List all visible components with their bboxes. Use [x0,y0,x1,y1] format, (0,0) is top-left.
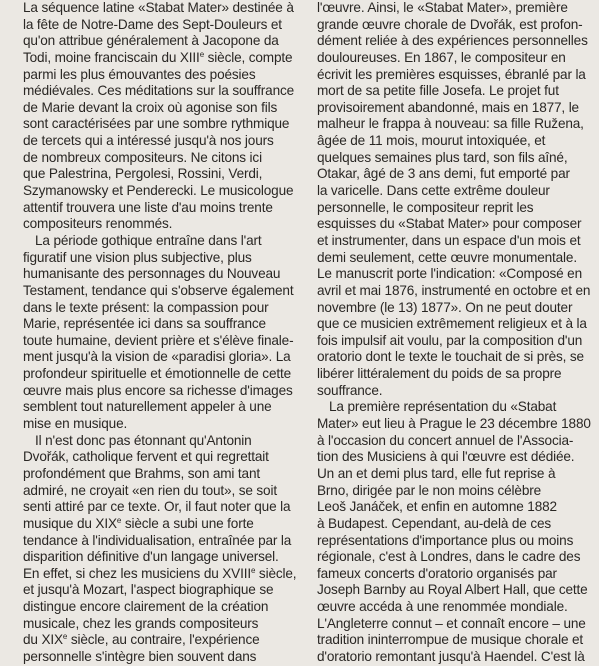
left-column-line: Todi, moine franciscain du XIIIe siècle, compte [23,49,293,65]
right-column-line: tion des Musiciens à qui l'œuvre est dédiée. [317,449,575,465]
right-column-line: grande œuvre chorale de Dvořák, est profon- [317,16,583,32]
left-column-line: figuratif une vision plus subjective, plus [23,249,252,265]
left-column-line: profondément que Brahms, son ami tant [23,465,261,481]
right-column-line: provisoirement abandonné, mais en 1877, le [317,99,579,115]
right-column-line: écrivit les premières esquisses, ébranlé par la [317,66,586,82]
left-column-line: senti attiré par ce texte. Or, il faut noter que la [23,499,291,515]
left-column-line: personnelle s'intègre bien souvent dans [23,648,257,664]
left-column-line: compositeurs renommés. [23,216,173,232]
right-column-line: libérer littéralement du poids de sa propre [317,366,562,382]
right-column-line: représentations d'importance plus ou moins [317,532,574,548]
right-column-line: La première représentation du «Stabat [329,399,557,415]
right-column-line: L'Angleterre connut – et connaît encore – une [317,615,586,631]
right-column-line: Otakar, âgé de 3 ans demi, fut emporté par [317,166,570,182]
right-column-line: Brno, dirigée par le non moins célèbre [317,482,542,498]
right-column-line: régionale, c'est à Londres, dans le cadre des [317,549,581,565]
left-column-line: médiévales. Ces méditations sur la souffrance [23,83,295,99]
left-column-line: ment jusqu'à la vision de «paradisi gloria». La [23,349,291,365]
left-column-line: admiré, ne croyait «en rien du tout», se soit [23,482,277,498]
right-column-line: avril et mai 1876, instrumenté en octobre et en [317,282,591,298]
left-column-line: toute humaine, devient prière et s'élève finale- [23,332,294,348]
left-column-line: œuvre mais plus encore sa richesse d'images [23,382,293,398]
right-column-line: et instrumenter, dans un espace d'un mois et [317,232,581,248]
left-column-line: et jusqu'à Mozart, l'aspect biographique se [23,582,274,598]
right-column-line: tradition ininterrompue de musique chorale et [317,632,584,648]
right-column-line: fois impulsif ait voulu, par la composition d'un [317,332,583,348]
left-column-line: mise en musique. [23,416,128,432]
right-text-column [317,0,593,666]
left-column-line: de nombreux compositeurs. Ne citons ici [23,149,262,165]
left-column-line: sont caractérisées par une sombre rythmique [23,116,290,132]
right-column-line: oratorio dont le texte le touchait de si près, se [317,349,584,365]
right-column-line: Mater» eut lieu à Prague le 23 décembre 1880 [317,416,591,432]
right-column-line: à l'occasion du concert annuel de l'Associa- [317,432,574,448]
left-column-line: de Marie devant la croix où agonise son fils [23,99,278,115]
right-column-line: d'oratorio remontant jusqu'à Haendel. C'est là [317,648,585,664]
left-column-line: parmi les plus émouvantes des poésies [23,66,256,82]
left-text-column [23,0,305,666]
left-column-line: La période gothique entraîne dans l'art [35,232,262,248]
left-column-line: la fête de Notre-Dame des Sept-Douleurs et [23,16,282,32]
left-column-line: distingue encore clairement de la création [23,599,269,615]
left-column-line: musique du XIXe siècle a subi une forte [23,515,254,531]
left-column-line: En effet, si chez les musiciens du XVIIIe siècle, [23,565,297,581]
right-column-line: mort de sa petite fille Josefa. Le projet fut [317,83,559,99]
left-column-line: du XIXe siècle, au contraire, l'expérience [23,632,260,648]
left-column-line: qu'on attribue généralement à Jacopone da [23,33,279,49]
right-column-line: novembre (le 13) 1877». On ne peut douter [317,299,573,315]
right-column-line: la varicelle. Dans cette extrême douleur [317,183,550,199]
right-column-line: demi seulement, cette œuvre monumentale. [317,249,577,265]
left-column-line: attentif trouvera une liste d'au moins trente [23,199,273,215]
left-column-line: musicale, chez les grands compositeurs [23,615,259,631]
right-column-line: quelques semaines plus tard, son fils aîné, [317,149,568,165]
right-column-line: douloureuses. En 1867, le compositeur en [317,49,566,65]
right-column-line: souffrance. [317,382,383,398]
right-column-line: personnelle, le compositeur reprit les [317,199,534,215]
right-column-line: fameux concerts d'oratorio organisés par [317,565,557,581]
right-column-line: âgée de 11 mois, mourut intoxiquée, et [317,133,546,149]
right-column-line: Un an et demi plus tard, elle fut reprise à [317,465,556,481]
left-column-line: dans le texte présent: la compassion pour [23,299,269,315]
left-column-line: humanisante des personnages du Nouveau [23,266,281,282]
right-column-line: que ce musicien extrêmement religieux et à la [317,316,587,332]
left-column-line: Testament, tendance qui s'observe également [23,282,294,298]
right-column-line: Leoš Janáček, et enfin en automne 1882 [317,499,557,515]
right-column-line: œuvre accéda à une renommée mondiale. [317,599,568,615]
left-column-line: semblent tout naturellement appeler à une [23,399,272,415]
right-column-line: Le manuscrit porte l'indication: «Composé en [317,266,582,282]
left-column-line: de tercets qui a intéressé jusqu'à nos jours [23,133,274,149]
left-column-line: disparition définitive d'un langage universel. [23,549,279,565]
left-column-line: Il n'est donc pas étonnant qu'Antonin [35,432,252,448]
right-column-line: Joseph Barnby au Royal Albert Hall, que cette [317,582,588,598]
left-column-line: Marie, représentée ici dans sa souffrance [23,316,266,332]
left-column-line: Dvořák, catholique fervent et qui regrettait [23,449,269,465]
left-column-line: que Palestrina, Pergolesi, Rossini, Verdi, [23,166,263,182]
right-column-line: à Budapest. Cependant, au-delà de ces [317,515,552,531]
right-column-line: dément reliée à des expériences personnelles [317,33,588,49]
left-column-line: La séquence latine «Stabat Mater» destinée à [23,0,294,15]
left-column-line: profondeur spirituelle et émotionnelle de cette [23,366,292,382]
right-column-line: esquisses du «Stabat Mater» pour composer [317,216,582,232]
left-column-line: tendance à l'individualisation, entraînée par la [23,532,292,548]
left-column-line: Szymanowsky et Penderecki. Le musicologue [23,183,294,199]
right-column-line: malheur le frappa à nouveau: sa fille Ružena, [317,116,584,132]
right-column-line: l'œuvre. Ainsi, le «Stabat Mater», première [317,0,568,15]
